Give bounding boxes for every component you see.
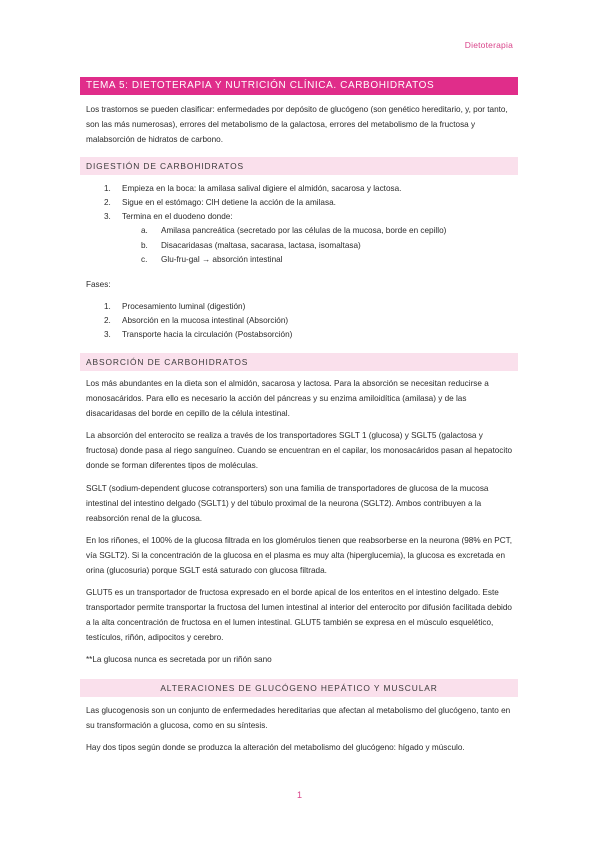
- absorption-paragraph: Los más abundantes en la dieta son el almidón, sacarosa y lactosa. Para la absorción se necesitan reducirse a monosacáridos. Para ello es necesario la acción del páncreas y su enzima amiloidítica (amilasa) y de las disacaridasas del borde en cepillo de la célula intestinal.: [86, 379, 489, 418]
- sublist-letter: a.: [141, 226, 148, 235]
- list-number: 3.: [104, 212, 111, 221]
- absorption-note: **La glucosa nunca es secretada por un riñón sano: [86, 655, 272, 664]
- list-number: 1.: [104, 184, 111, 193]
- sublist-text: Amilasa pancreática (secretado por las células de la mucosa, borde en cepillo): [161, 226, 447, 235]
- list-item: [104, 327, 292, 342]
- list-item: [104, 181, 401, 196]
- absorption-paragraph: En los riñones, el 100% de la glucosa filtrada en los glomérulos tienen que reabsorberse en la neurona (98% en PCT, vía SGLT2). Si la concentración de la glucosa en el plasma es muy alta (hiperglucemia), la glucosa es excretada en orina (glucosuria) porque SGLT está saturado con glucosa filtrada.: [86, 536, 513, 575]
- list-item: [104, 209, 233, 224]
- sublist-item: [141, 223, 446, 238]
- header-label: Dietoterapia: [464, 40, 513, 50]
- list-item: [104, 195, 336, 210]
- list-text: Absorción en la mucosa intestinal (Absorción): [122, 316, 289, 325]
- absorption-paragraph: SGLT (sodium-dependent glucose cotransporters) son una familia de transportadores de glucosa de la mucosa intestinal del intestino delgado (SGLT1) y del túbulo proximal de la neurona (SGLT2). Ambos contribuyen a la reabsorción renal de la glucosa.: [86, 484, 489, 523]
- sublist-item: [141, 252, 283, 267]
- list-number: 2.: [104, 198, 111, 207]
- page-title: TEMA 5: DIETOTERAPIA Y NUTRICIÓN CLÍNICA. CARBOHIDRATOS: [80, 77, 518, 95]
- sublist-letter: c.: [141, 255, 148, 264]
- sublist-item: [141, 238, 361, 253]
- list-text: Transporte hacia la circulación (Postabsorción): [122, 330, 293, 339]
- sublist-text: Glu-fru-gal → absorción intestinal: [161, 255, 283, 264]
- absorption-paragraph: La absorción del enterocito se realiza a través de los transportadores SGLT 1 (glucosa) y SGLT5 (galactosa y fructosa) donde pasa al riego sanguíneo. Cuando se encuentran en el capilar, los monosacáridos pasan al hepatocito donde se forman diferentes tipos de moléculas.: [86, 431, 513, 470]
- glycogen-paragraph: Las glucogenosis son un conjunto de enfermedades hereditarias que afectan al metabolismo del glucógeno, tanto en su transformación a glucosa, como en su síntesis.: [86, 706, 511, 730]
- section-heading-glycogen: ALTERACIONES DE GLUCÓGENO HEPÁTICO Y MUSCULAR: [80, 679, 518, 697]
- list-text: Empieza en la boca: la amilasa salival digiere el almidón, sacarosa y lactosa.: [122, 184, 402, 193]
- list-number: 1.: [104, 302, 111, 311]
- absorption-paragraph: GLUT5 es un transportador de fructosa expresado en el borde apical de los enteritos en el intestino delgado. Este transportador permite transportar la fructosa del lumen intestinal al interior del enterocito por difusión facilitada debido a la alta concentración de fructosa en el lumen intestinal. GLUT5 también se expresa en el músculo esquelético, testículos, riñón, adipocitos y cerebro.: [86, 588, 512, 642]
- list-text: Sigue en el estómago: ClH detiene la acción de la amilasa.: [122, 198, 336, 207]
- list-number: 2.: [104, 316, 111, 325]
- intro-paragraph: Los trastornos se pueden clasificar: enfermedades por depósito de glucógeno (son genético hereditario, y, por tanto, son las más numerosas), errores del metabolismo de la galactosa, errores del metabolismo de la fructosa y malabsorción de hidratos de carbono.: [86, 105, 508, 144]
- sublist-letter: b.: [141, 241, 148, 250]
- list-text: Termina en el duodeno donde:: [122, 212, 233, 221]
- glycogen-paragraph: Hay dos tipos según donde se produzca la alteración del metabolismo del glucógeno: hígado y músculo.: [86, 743, 465, 752]
- list-item: [104, 299, 245, 314]
- list-number: 3.: [104, 330, 111, 339]
- phases-label: Fases:: [86, 280, 111, 289]
- page-number: 1: [296, 790, 302, 800]
- section-heading-digestion: DIGESTIÓN DE CARBOHIDRATOS: [80, 157, 518, 175]
- list-text: Procesamiento luminal (digestión): [122, 302, 246, 311]
- section-heading-absorption: ABSORCIÓN DE CARBOHIDRATOS: [80, 353, 518, 371]
- list-item: [104, 313, 288, 328]
- sublist-text: Disacaridasas (maltasa, sacarasa, lactasa, isomaltasa): [161, 241, 361, 250]
